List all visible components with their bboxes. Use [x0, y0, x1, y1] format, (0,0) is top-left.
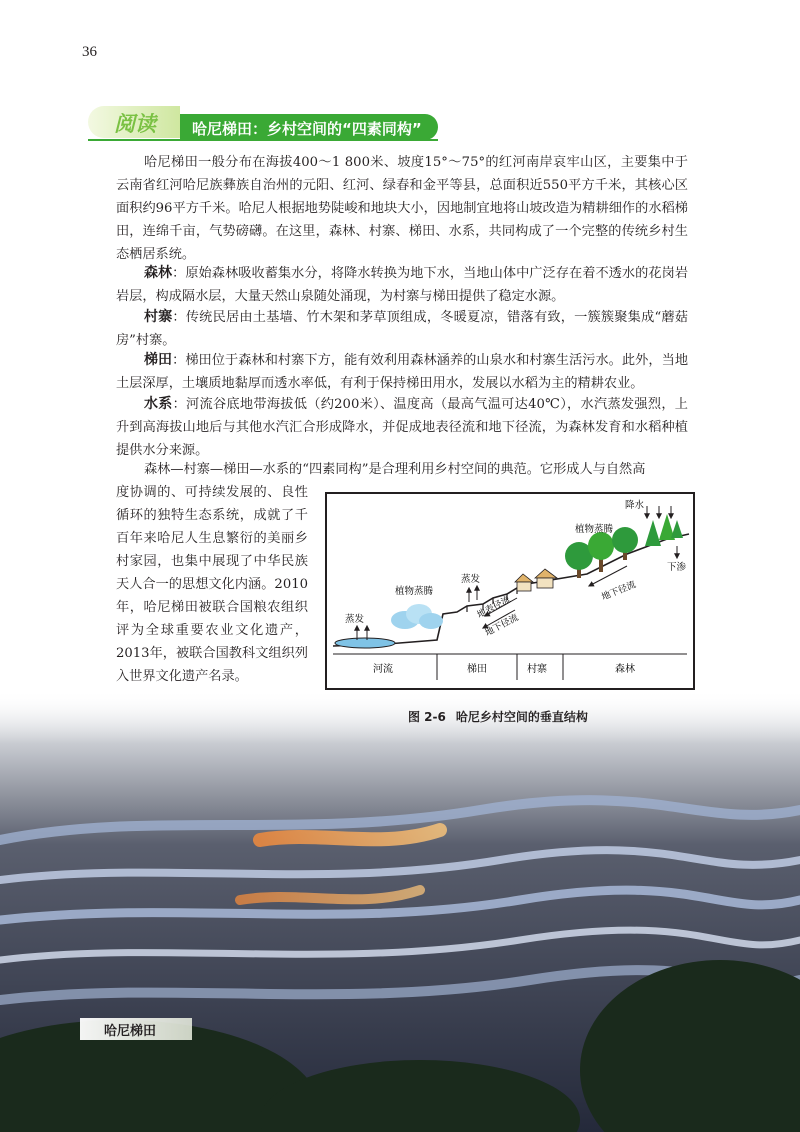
label-plant-transpiration-upper: 植物蒸腾: [575, 524, 614, 535]
terrace-term: 梯田: [144, 352, 173, 368]
summary-paragraph: 度协调的、可持续发展的、良性循环的独特生态系统，成就了千百年来哈尼人生息繁衍的美丽乡村家园，也集中展现了中华民族天人合一的思想文化内涵。2010年，哈尼梯田被联合国粮农组织评为全球重要农业文化遗产，2013年，被联合国教科文组织列入世界文化遗产名录。: [116, 485, 308, 684]
section-title: 哈尼梯田：乡村空间的“四素同构”: [192, 120, 422, 138]
mushroom-house-icon: [515, 569, 557, 591]
label-infiltration: 下渗: [667, 562, 687, 573]
page-number: 36: [82, 44, 97, 60]
summary-first-line: 森林—村寨—梯田—水系的“四素同构”是合理利用乡村空间的典范。它形成人与自然高: [144, 462, 646, 477]
village-term: 村寨: [144, 309, 173, 325]
forest-text: ：原始森林吸收蓄集水分，将降水转换为地下水，当地山体中广泛存在着不透水的花岗岩岩层，构成隔水层，大量天然山泉随处涌现，为村寨与梯田提供了稳定水源。: [116, 266, 689, 304]
figure-caption-number: 图 2-6: [408, 710, 446, 724]
label-surface-runoff: 地表径流: [475, 594, 513, 621]
village-paragraph: [116, 306, 688, 352]
label-evaporation-river: 蒸发: [345, 614, 365, 625]
reading-tag-label: 阅读: [114, 112, 156, 136]
river-water: [335, 638, 395, 648]
zone-terrace: 梯田: [467, 664, 487, 675]
terraces-photo: [0, 690, 800, 1132]
header-divider: [88, 139, 438, 141]
figure-caption: [408, 708, 588, 725]
label-evaporation-mid: 蒸发: [461, 574, 481, 585]
zone-river: 河流: [373, 664, 393, 675]
terrace-paragraph: [116, 349, 688, 395]
zone-forest: 森林: [615, 664, 635, 675]
zone-village: 村寨: [527, 664, 547, 675]
figure-caption-title: 哈尼乡村空间的垂直结构: [455, 710, 588, 724]
water-term: 水系: [144, 396, 173, 412]
cloud-icon: [391, 604, 443, 629]
label-precipitation: 降水: [625, 500, 645, 511]
terrace-text: ：梯田位于森林和村寨下方，能有效利用森林涵养的山泉水和村寨生活污水。此外，当地土层深厚，土壤质地黏厚而透水率低，有利于保持梯田用水，发展以水稻为主的精耕农业。: [116, 353, 689, 391]
intro-paragraph: 哈尼梯田一般分布在海拔400～1 800米、坡度15°～75°的红河南岸哀牢山区，主要集中于云南省红河哈尼族彝族自治州的元阳、红河、绿春和金平等县，总面积近550平方千米，其核心区面积约96平方千米。哈尼人根据地势陡峻和地块大小，因地制宜地将山坡改造为精耕细作的水稻梯田，连绵千亩，气势磅礴。在这里，森林、村寨、梯田、水系，共同构成了一个完整的传统乡村生态栖居系统。: [116, 155, 688, 262]
forest-term: 森林: [144, 265, 173, 281]
reading-tag: [88, 106, 180, 138]
photo-label: [80, 1018, 192, 1040]
water-text: ：河流谷底地带海拔低（约200米）、温度高（最高气温可达40℃），水汽蒸发强烈，上升到高海拔山地后与其他水汽汇合形成降水，并促成地表径流和地下径流，为森林发育和水稻种植提供水分来源。: [116, 397, 688, 458]
water-paragraph: [116, 393, 688, 462]
forest-paragraph: [116, 262, 688, 308]
photo-label-text: 哈尼梯田: [104, 1024, 157, 1039]
label-groundwater-upper: 地下径流: [600, 580, 638, 603]
section-title-bar: [180, 114, 438, 140]
figure-diagram: [327, 494, 693, 688]
label-plant-transpiration-lower: 植物蒸腾: [395, 586, 434, 597]
label-groundwater-mid: 地下径流: [483, 612, 521, 639]
village-text: ：传统民居由土基墙、竹木架和茅草顶组成，冬暖夏凉，错落有致，一簇簇聚集成“蘑菇房”村寨。: [116, 310, 688, 348]
vertical-structure-figure: [325, 492, 695, 690]
